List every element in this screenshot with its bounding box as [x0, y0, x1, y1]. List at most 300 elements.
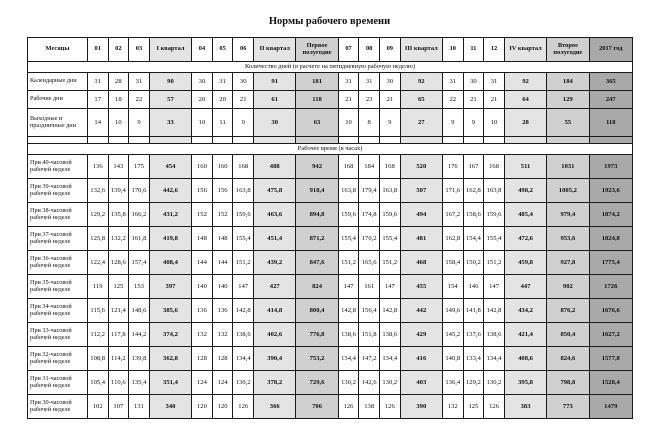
table-cell: 20 — [212, 91, 233, 109]
table-cell: 30 — [254, 109, 296, 137]
spacer-cell — [212, 137, 233, 144]
table-cell: 142,8 — [484, 299, 505, 323]
table-row — [28, 227, 633, 251]
table-cell: 31 — [338, 73, 359, 91]
table-cell: 918,4 — [296, 179, 338, 203]
table-cell: 847,6 — [296, 251, 338, 275]
page-title: Нормы рабочего времени — [268, 16, 391, 27]
table-cell: 110,6 — [108, 371, 129, 395]
table-cell: 151,8 — [359, 323, 380, 347]
table-cell: 23 — [359, 91, 380, 109]
table-cell: 488 — [254, 155, 296, 179]
table-cell: 157,4 — [129, 251, 150, 275]
table-cell: 168 — [233, 155, 254, 179]
table-cell: 414,8 — [254, 299, 296, 323]
spacer-cell — [87, 137, 108, 144]
table-cell: 902 — [547, 275, 589, 299]
table-cell: 498,2 — [504, 179, 546, 203]
table-cell: 138,6 — [379, 323, 400, 347]
table-cell: 408,4 — [149, 251, 191, 275]
table-cell: 64 — [504, 91, 546, 109]
table-cell: 475,8 — [254, 179, 296, 203]
spacer-cell — [233, 137, 254, 144]
table-row — [28, 299, 633, 323]
header-col-12: 09 — [379, 38, 400, 62]
table-cell: 142,8 — [233, 299, 254, 323]
table-cell: 168 — [379, 155, 400, 179]
table-cell: 30 — [233, 73, 254, 91]
header-months: Месяцы — [28, 38, 88, 62]
table-cell: 92 — [400, 73, 442, 91]
table-cell: 136 — [192, 299, 213, 323]
table-cell: 160 — [192, 155, 213, 179]
table-cell: 481 — [400, 227, 442, 251]
row-label: При 34-часовой рабочей неделе — [28, 299, 88, 323]
table-cell: 136 — [87, 155, 108, 179]
days-section-title: Количество дней (в расчете на пятидневную рабочую неделю) — [28, 62, 633, 73]
table-cell: 156,4 — [359, 299, 380, 323]
table-cell: 162,8 — [442, 227, 463, 251]
table-cell: 21 — [379, 91, 400, 109]
table-cell: 122,4 — [87, 251, 108, 275]
table-cell: 28 — [504, 109, 546, 137]
table-row — [28, 395, 633, 419]
table-cell: 21 — [338, 91, 359, 109]
table-cell: 871,2 — [296, 227, 338, 251]
table-cell: 179,4 — [359, 179, 380, 203]
table-cell: 160 — [212, 155, 233, 179]
table-cell: 18 — [108, 91, 129, 109]
table-cell: 129,2 — [87, 203, 108, 227]
header-col-8: II квартал — [254, 38, 296, 62]
table-cell: 150,2 — [463, 251, 484, 275]
spacer-cell — [192, 137, 213, 144]
table-cell: 148 — [212, 227, 233, 251]
table-cell: 138 — [359, 395, 380, 419]
table-body — [28, 62, 633, 419]
table-cell: 30 — [192, 73, 213, 91]
table-cell: 132 — [192, 323, 213, 347]
table-cell: 158,6 — [463, 203, 484, 227]
row-label: При 35-часовой рабочей неделе — [28, 275, 88, 299]
table-row — [28, 347, 633, 371]
row-label: Выходные и праздничные дни — [28, 109, 88, 137]
table-cell: 31 — [484, 73, 505, 91]
table-cell: 102 — [87, 395, 108, 419]
table-cell: 163,8 — [233, 179, 254, 203]
table-cell: 131 — [129, 395, 150, 419]
spacer-cell — [254, 137, 296, 144]
table-cell: 17 — [87, 91, 108, 109]
table-cell: 140 — [192, 275, 213, 299]
table-cell: 132,2 — [108, 227, 129, 251]
row-label: При 40-часовой рабочей неделе — [28, 155, 88, 179]
header-col-18: Второе полугодие — [547, 38, 589, 62]
table-cell: 30 — [463, 73, 484, 91]
table-row — [28, 91, 633, 109]
row-label: Рабочие дни — [28, 91, 88, 109]
table-cell: 1005,2 — [547, 179, 589, 203]
table-cell: 125,8 — [87, 227, 108, 251]
spacer-cell — [338, 137, 359, 144]
table-cell: 442,6 — [149, 179, 191, 203]
table-cell: 130,2 — [338, 371, 359, 395]
table-cell: 247 — [589, 91, 632, 109]
table-cell: 130,2 — [233, 371, 254, 395]
table-cell: 141,8 — [463, 299, 484, 323]
table-cell: 451,4 — [254, 227, 296, 251]
table-cell: 10 — [338, 109, 359, 137]
table-cell: 1627,2 — [589, 323, 632, 347]
table-cell: 151,2 — [233, 251, 254, 275]
table-cell: 442 — [400, 299, 442, 323]
table-cell: 21 — [463, 91, 484, 109]
table-cell: 439,2 — [254, 251, 296, 275]
table-cell: 31 — [212, 73, 233, 91]
table-cell: 118 — [296, 91, 338, 109]
header-col-1: 01 — [87, 38, 108, 62]
table-cell: 184 — [359, 155, 380, 179]
table-cell: 800,4 — [296, 299, 338, 323]
table-cell: 163,8 — [379, 179, 400, 203]
table-cell: 132,6 — [87, 179, 108, 203]
table-cell: 154,4 — [463, 227, 484, 251]
table-cell: 9 — [233, 109, 254, 137]
table-cell: 124 — [212, 371, 233, 395]
table-cell: 351,4 — [149, 371, 191, 395]
table-cell: 175 — [129, 155, 150, 179]
table-cell: 824 — [296, 275, 338, 299]
table-cell: 520 — [400, 155, 442, 179]
table-cell: 142,8 — [379, 299, 400, 323]
table-cell: 1775,4 — [589, 251, 632, 275]
table-cell: 139,4 — [108, 179, 129, 203]
table-row — [28, 73, 633, 91]
table-cell: 156 — [192, 179, 213, 203]
table-cell: 137,6 — [463, 323, 484, 347]
table-cell: 174,8 — [359, 203, 380, 227]
table-cell: 419,8 — [149, 227, 191, 251]
table-cell: 1874,2 — [589, 203, 632, 227]
row-label: При 37-часовой рабочей неделе — [28, 227, 88, 251]
table-cell: 427 — [254, 275, 296, 299]
table-cell: 118 — [589, 109, 632, 137]
table-cell: 1923,6 — [589, 179, 632, 203]
work-time-norms-table — [27, 37, 633, 419]
table-cell: 140,8 — [442, 347, 463, 371]
spacer-cell — [400, 137, 442, 144]
table-cell: 148,6 — [129, 299, 150, 323]
table-cell: 176 — [442, 155, 463, 179]
table-cell: 159,6 — [379, 203, 400, 227]
table-cell: 147,2 — [359, 347, 380, 371]
table-cell: 129 — [547, 91, 589, 109]
table-cell: 130,2 — [379, 371, 400, 395]
table-row — [28, 323, 633, 347]
table-cell: 65 — [400, 91, 442, 109]
table-cell: 10 — [108, 109, 129, 137]
table-cell: 494 — [400, 203, 442, 227]
table-cell: 147 — [233, 275, 254, 299]
hours-section-title: Рабочее время (в часах) — [28, 144, 633, 155]
table-cell: 28 — [108, 73, 129, 91]
row-label: При 39-часовой рабочей неделе — [28, 179, 88, 203]
table-cell: 140 — [212, 275, 233, 299]
header-col-3: 03 — [129, 38, 150, 62]
spacer-cell — [463, 137, 484, 144]
table-cell: 511 — [504, 155, 546, 179]
table-cell: 117,8 — [108, 323, 129, 347]
table-cell: 159,6 — [338, 203, 359, 227]
table-cell: 463,6 — [254, 203, 296, 227]
table-cell: 148 — [192, 227, 213, 251]
table-cell: 374,2 — [149, 323, 191, 347]
table-cell: 154 — [442, 275, 463, 299]
header-col-2: 02 — [108, 38, 129, 62]
table-cell: 9 — [442, 109, 463, 137]
table-cell: 362,8 — [149, 347, 191, 371]
table-cell: 167 — [463, 155, 484, 179]
header-col-15: 11 — [463, 38, 484, 62]
table-cell: 27 — [400, 109, 442, 137]
table-cell: 365 — [589, 73, 632, 91]
table-cell: 124 — [192, 371, 213, 395]
table-cell: 121,4 — [108, 299, 129, 323]
table-cell: 385,6 — [149, 299, 191, 323]
table-cell: 115,6 — [87, 299, 108, 323]
table-cell: 468 — [400, 251, 442, 275]
table-cell: 390,4 — [254, 347, 296, 371]
table-cell: 421,4 — [504, 323, 546, 347]
spacer-cell — [442, 137, 463, 144]
table-cell: 706 — [296, 395, 338, 419]
table-cell: 152 — [192, 203, 213, 227]
table-cell: 397 — [149, 275, 191, 299]
row-label: Календарные дни — [28, 73, 88, 91]
header-col-13: III квартал — [400, 38, 442, 62]
table-cell: 161,8 — [129, 227, 150, 251]
spacer-cell — [129, 137, 150, 144]
table-cell: 31 — [87, 73, 108, 91]
table-cell: 136,4 — [442, 371, 463, 395]
table-cell: 170,2 — [359, 227, 380, 251]
table-cell: 1973 — [589, 155, 632, 179]
header-col-4: I квартал — [149, 38, 191, 62]
table-row — [28, 203, 633, 227]
table-cell: 132 — [442, 395, 463, 419]
table-cell: 1479 — [589, 395, 632, 419]
table-cell: 151,2 — [338, 251, 359, 275]
table-cell: 63 — [296, 109, 338, 137]
table-cell: 146 — [463, 275, 484, 299]
spacer-cell — [149, 137, 191, 144]
table-cell: 454 — [149, 155, 191, 179]
table-cell: 149,6 — [442, 299, 463, 323]
table-cell: 138,6 — [338, 323, 359, 347]
table-row — [28, 251, 633, 275]
table-cell: 9 — [129, 109, 150, 137]
table-cell: 184 — [547, 73, 589, 91]
spacer-cell — [379, 137, 400, 144]
table-cell: 128 — [192, 347, 213, 371]
table-cell: 90 — [149, 73, 191, 91]
table-cell: 126 — [379, 395, 400, 419]
table-cell: 927,8 — [547, 251, 589, 275]
table-cell: 134,4 — [379, 347, 400, 371]
table-cell: 416 — [400, 347, 442, 371]
table-cell: 114,2 — [108, 347, 129, 371]
table-cell: 434,2 — [504, 299, 546, 323]
table-cell: 1031 — [547, 155, 589, 179]
table-cell: 91 — [254, 73, 296, 91]
table-cell: 142,8 — [338, 299, 359, 323]
spacer-cell — [504, 137, 546, 144]
table-cell: 163,8 — [484, 179, 505, 203]
table-cell: 1528,4 — [589, 371, 632, 395]
table-cell: 139,8 — [129, 347, 150, 371]
table-cell: 125 — [463, 395, 484, 419]
table-cell: 145,2 — [442, 323, 463, 347]
table-cell: 776,8 — [296, 323, 338, 347]
table-cell: 112,2 — [87, 323, 108, 347]
table-cell: 171,6 — [442, 179, 463, 203]
spacer-cell — [484, 137, 505, 144]
table-cell: 163,8 — [338, 179, 359, 203]
table-cell: 126 — [484, 395, 505, 419]
row-label: При 33-часовой рабочей неделе — [28, 323, 88, 347]
table-cell: 119 — [87, 275, 108, 299]
spacer-cell — [296, 137, 338, 144]
row-label: При 38-часовой рабочей неделе — [28, 203, 88, 227]
table-cell: 134,4 — [338, 347, 359, 371]
table-cell: 147 — [338, 275, 359, 299]
table-cell: 156 — [212, 179, 233, 203]
days-section-title-row — [28, 62, 633, 73]
table-cell: 135,4 — [129, 371, 150, 395]
table-cell: 378,2 — [254, 371, 296, 395]
table-cell: 33 — [149, 109, 191, 137]
table-cell: 165,6 — [359, 251, 380, 275]
table-cell: 850,4 — [547, 323, 589, 347]
table-cell: 402,6 — [254, 323, 296, 347]
table-cell: 1577,8 — [589, 347, 632, 371]
table-cell: 21 — [233, 91, 254, 109]
table-cell: 22 — [442, 91, 463, 109]
table-cell: 129,2 — [463, 371, 484, 395]
table-cell: 153 — [129, 275, 150, 299]
row-label: При 30-часовой рабочей неделе — [28, 395, 88, 419]
spacer-cell — [28, 137, 88, 144]
table-cell: 340 — [149, 395, 191, 419]
table-cell: 181 — [296, 73, 338, 91]
table-cell: 125 — [108, 275, 129, 299]
table-cell: 126 — [233, 395, 254, 419]
hours-section-title-row — [28, 144, 633, 155]
table-cell: 159,6 — [484, 203, 505, 227]
table-row — [28, 155, 633, 179]
table-cell: 170,6 — [129, 179, 150, 203]
table-cell: 55 — [547, 109, 589, 137]
table-cell: 22 — [129, 91, 150, 109]
header-col-17: IV квартал — [504, 38, 546, 62]
table-cell: 1676,6 — [589, 299, 632, 323]
row-label: При 36-часовой рабочей неделе — [28, 251, 88, 275]
table-cell: 120 — [212, 395, 233, 419]
table-cell: 161 — [359, 275, 380, 299]
table-cell: 447 — [504, 275, 546, 299]
header-col-9: Первое полугодие — [296, 38, 338, 62]
table-cell: 395,8 — [504, 371, 546, 395]
table-cell: 472,6 — [504, 227, 546, 251]
spacer-cell — [359, 137, 380, 144]
table-cell: 134,4 — [484, 347, 505, 371]
table-cell: 20 — [192, 91, 213, 109]
table-row — [28, 109, 633, 137]
table-cell: 144 — [212, 251, 233, 275]
table-cell: 147 — [484, 275, 505, 299]
header-col-16: 12 — [484, 38, 505, 62]
table-cell: 168 — [338, 155, 359, 179]
table-row — [28, 275, 633, 299]
table-cell: 57 — [149, 91, 191, 109]
table-cell: 155,4 — [338, 227, 359, 251]
table-cell: 431,2 — [149, 203, 191, 227]
table-cell: 155,4 — [379, 227, 400, 251]
table-cell: 455 — [400, 275, 442, 299]
table-cell: 9 — [463, 109, 484, 137]
header-col-11: 08 — [359, 38, 380, 62]
table-cell: 152 — [212, 203, 233, 227]
table-cell: 120 — [192, 395, 213, 419]
table-cell: 942 — [296, 155, 338, 179]
table-cell: 31 — [442, 73, 463, 91]
table-cell: 31 — [129, 73, 150, 91]
table-row — [28, 371, 633, 395]
table-cell: 408,6 — [504, 347, 546, 371]
table-cell: 8 — [359, 109, 380, 137]
header-col-5: 04 — [192, 38, 213, 62]
table-cell: 876,2 — [547, 299, 589, 323]
table-cell: 130,2 — [484, 371, 505, 395]
table-cell: 61 — [254, 91, 296, 109]
table-cell: 366 — [254, 395, 296, 419]
table-cell: 138,6 — [484, 323, 505, 347]
header-col-19: 2017 год — [589, 38, 632, 62]
spacer-cell — [589, 137, 632, 144]
table-cell: 1726 — [589, 275, 632, 299]
table-cell: 729,6 — [296, 371, 338, 395]
table-cell: 11 — [212, 109, 233, 137]
table-cell: 155,4 — [484, 227, 505, 251]
table-cell: 30 — [379, 73, 400, 91]
table-cell: 168 — [484, 155, 505, 179]
table-cell: 144,2 — [129, 323, 150, 347]
table-cell: 753,2 — [296, 347, 338, 371]
table-cell: 132 — [212, 323, 233, 347]
table-cell: 9 — [379, 109, 400, 137]
table-cell: 144 — [192, 251, 213, 275]
header-col-7: 06 — [233, 38, 254, 62]
table-cell: 403 — [400, 371, 442, 395]
table-cell: 167,2 — [442, 203, 463, 227]
table-cell: 158,4 — [442, 251, 463, 275]
table-cell: 21 — [484, 91, 505, 109]
table-cell: 107 — [108, 395, 129, 419]
table-cell: 429 — [400, 323, 442, 347]
table-cell: 1824,8 — [589, 227, 632, 251]
header-col-14: 10 — [442, 38, 463, 62]
table-cell: 134,4 — [233, 347, 254, 371]
